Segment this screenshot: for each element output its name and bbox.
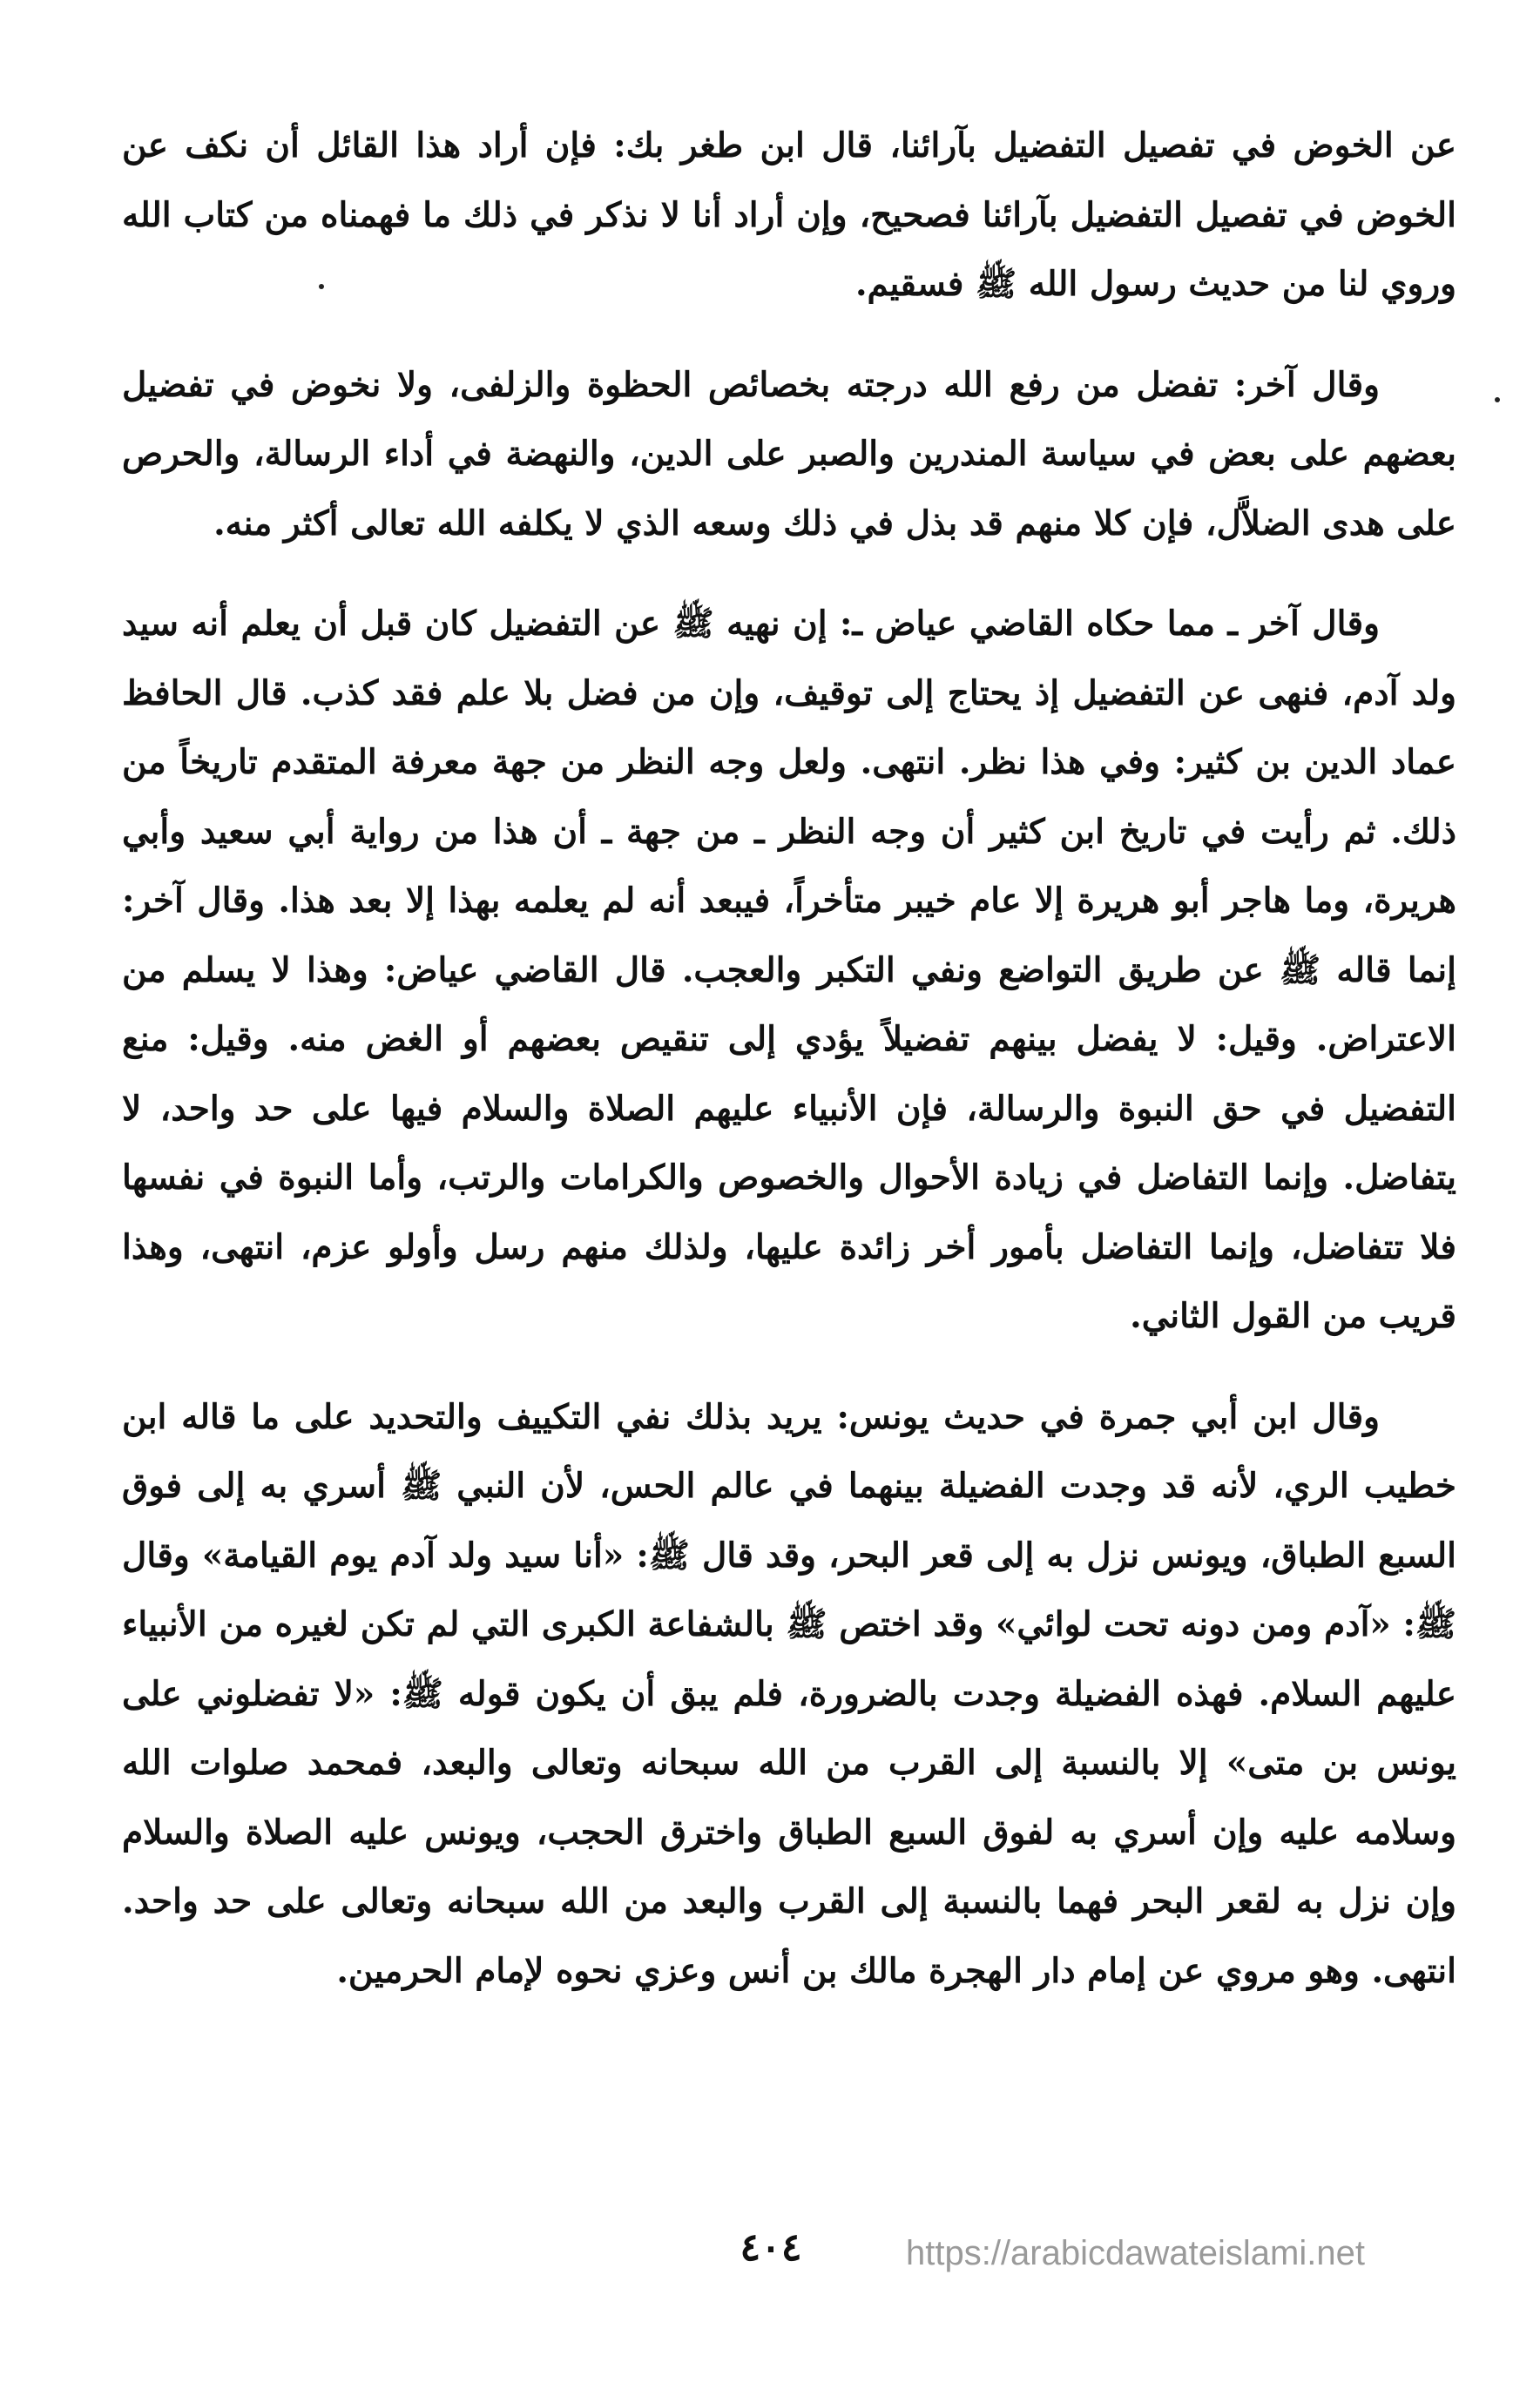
- page-number: ٤٠٤: [740, 2225, 802, 2270]
- paragraph-3: وقال آخر ـ مما حكاه القاضي عياض ـ: إن نهيه ﷺ عن التفضيل كان قبل أن يعلم أنه سيد ولد آدم، فنهى عن التفضيل إذ يحتاج إلى توقيف، وإن من فضل بلا علم فقد كذب. قال الحافظ عماد الدين بن كثير: وفي هذا نظر. انتهى. ولعل وجه النظر من جهة معرفة المتقدم تاريخاً من ذلك. ثم رأيت في تاريخ ابن كثير أن وجه النظر ـ من جهة ـ أن هذا من رواية أبي سعيد وأبي هريرة، وما هاجر أبو هريرة إلا عام خيبر متأخراً، فيبعد أنه لم يعلمه بهذا إلا بعد هذا. وقال آخر: إنما قاله ﷺ عن طريق التواضع ونفي التكبر والعجب. قال القاضي عياض: وهذا لا يسلم من الاعتراض. وقيل: لا يفضل بينهم تفضيلاً يؤدي إلى تنقيص بعضهم أو الغض منه. وقيل: منع التفضيل في حق النبوة والرسالة، فإن الأنبياء عليهم الصلاة والسلام فيها على حد واحد، لا يتفاضل. وإنما التفاضل في زيادة الأحوال والخصوص والكرامات والرتب، وأما النبوة في نفسها فلا تتفاضل، وإنما التفاضل بأمور أخر زائدة عليها، ولذلك منهم رسل وأولو عزم، انتهى، وهذا قريب من القول الثاني.: [122, 604, 1456, 1336]
- body-text: [122, 111, 1456, 2006]
- paragraph-1: عن الخوض في تفصيل التفضيل بآرائنا، قال ابن طغر بك: فإن أراد هذا القائل أن نكف عن الخوض في تفصيل التفضيل بآرائنا فصحيح، وإن أراد أنا لا نذكر في ذلك ما فهمناه من كتاب الله وروي لنا من حديث رسول الله ﷺ فسقيم.: [122, 125, 1456, 304]
- watermark-url: https://arabicdawateislami.net: [906, 2234, 1365, 2272]
- paragraph-2: وقال آخر: تفضل من رفع الله درجته بخصائص الحظوة والزلفى، ولا نخوض في تفضيل بعضهم على بعض في سياسة المندرين والصبر على الدين، والنهضة في أداء الرسالة، والحرص على هدى الضلاَّل، فإن كلا منهم قد بذل في ذلك وسعه الذي لا يكلفه الله تعالى أكثر منه.: [122, 364, 1456, 543]
- ink-dot: [1495, 397, 1500, 402]
- paragraph-4: وقال ابن أبي جمرة في حديث يونس: يريد بذلك نفي التكييف والتحديد على ما قاله ابن خطيب الري، لأنه قد وجدت الفضيلة بينهما في عالم الحس، لأن النبي ﷺ أسري به إلى فوق السبع الطباق، ويونس نزل به إلى قعر البحر، وقد قال ﷺ: «أنا سيد ولد آدم يوم القيامة» وقال ﷺ: «آدم ومن دونه تحت لوائي» وقد اختص ﷺ بالشفاعة الكبرى التي لم تكن لغيره من الأنبياء عليهم السلام. فهذه الفضيلة وجدت بالضرورة، فلم يبق أن يكون قوله ﷺ: «لا تفضلوني على يونس بن متى» إلا بالنسبة إلى القرب من الله سبحانه وتعالى والبعد، فمحمد صلوات الله وسلامه عليه وإن أسري به لفوق السبع الطباق واخترق الحجب، ويونس عليه الصلاة والسلام وإن نزل به لقعر البحر فهما بالنسبة إلى القرب والبعد من الله سبحانه وتعالى على حد واحد. انتهى. وهو مروي عن إمام دار الهجرة مالك بن أنس وعزي نحوه لإمام الحرمين.: [122, 1396, 1456, 1991]
